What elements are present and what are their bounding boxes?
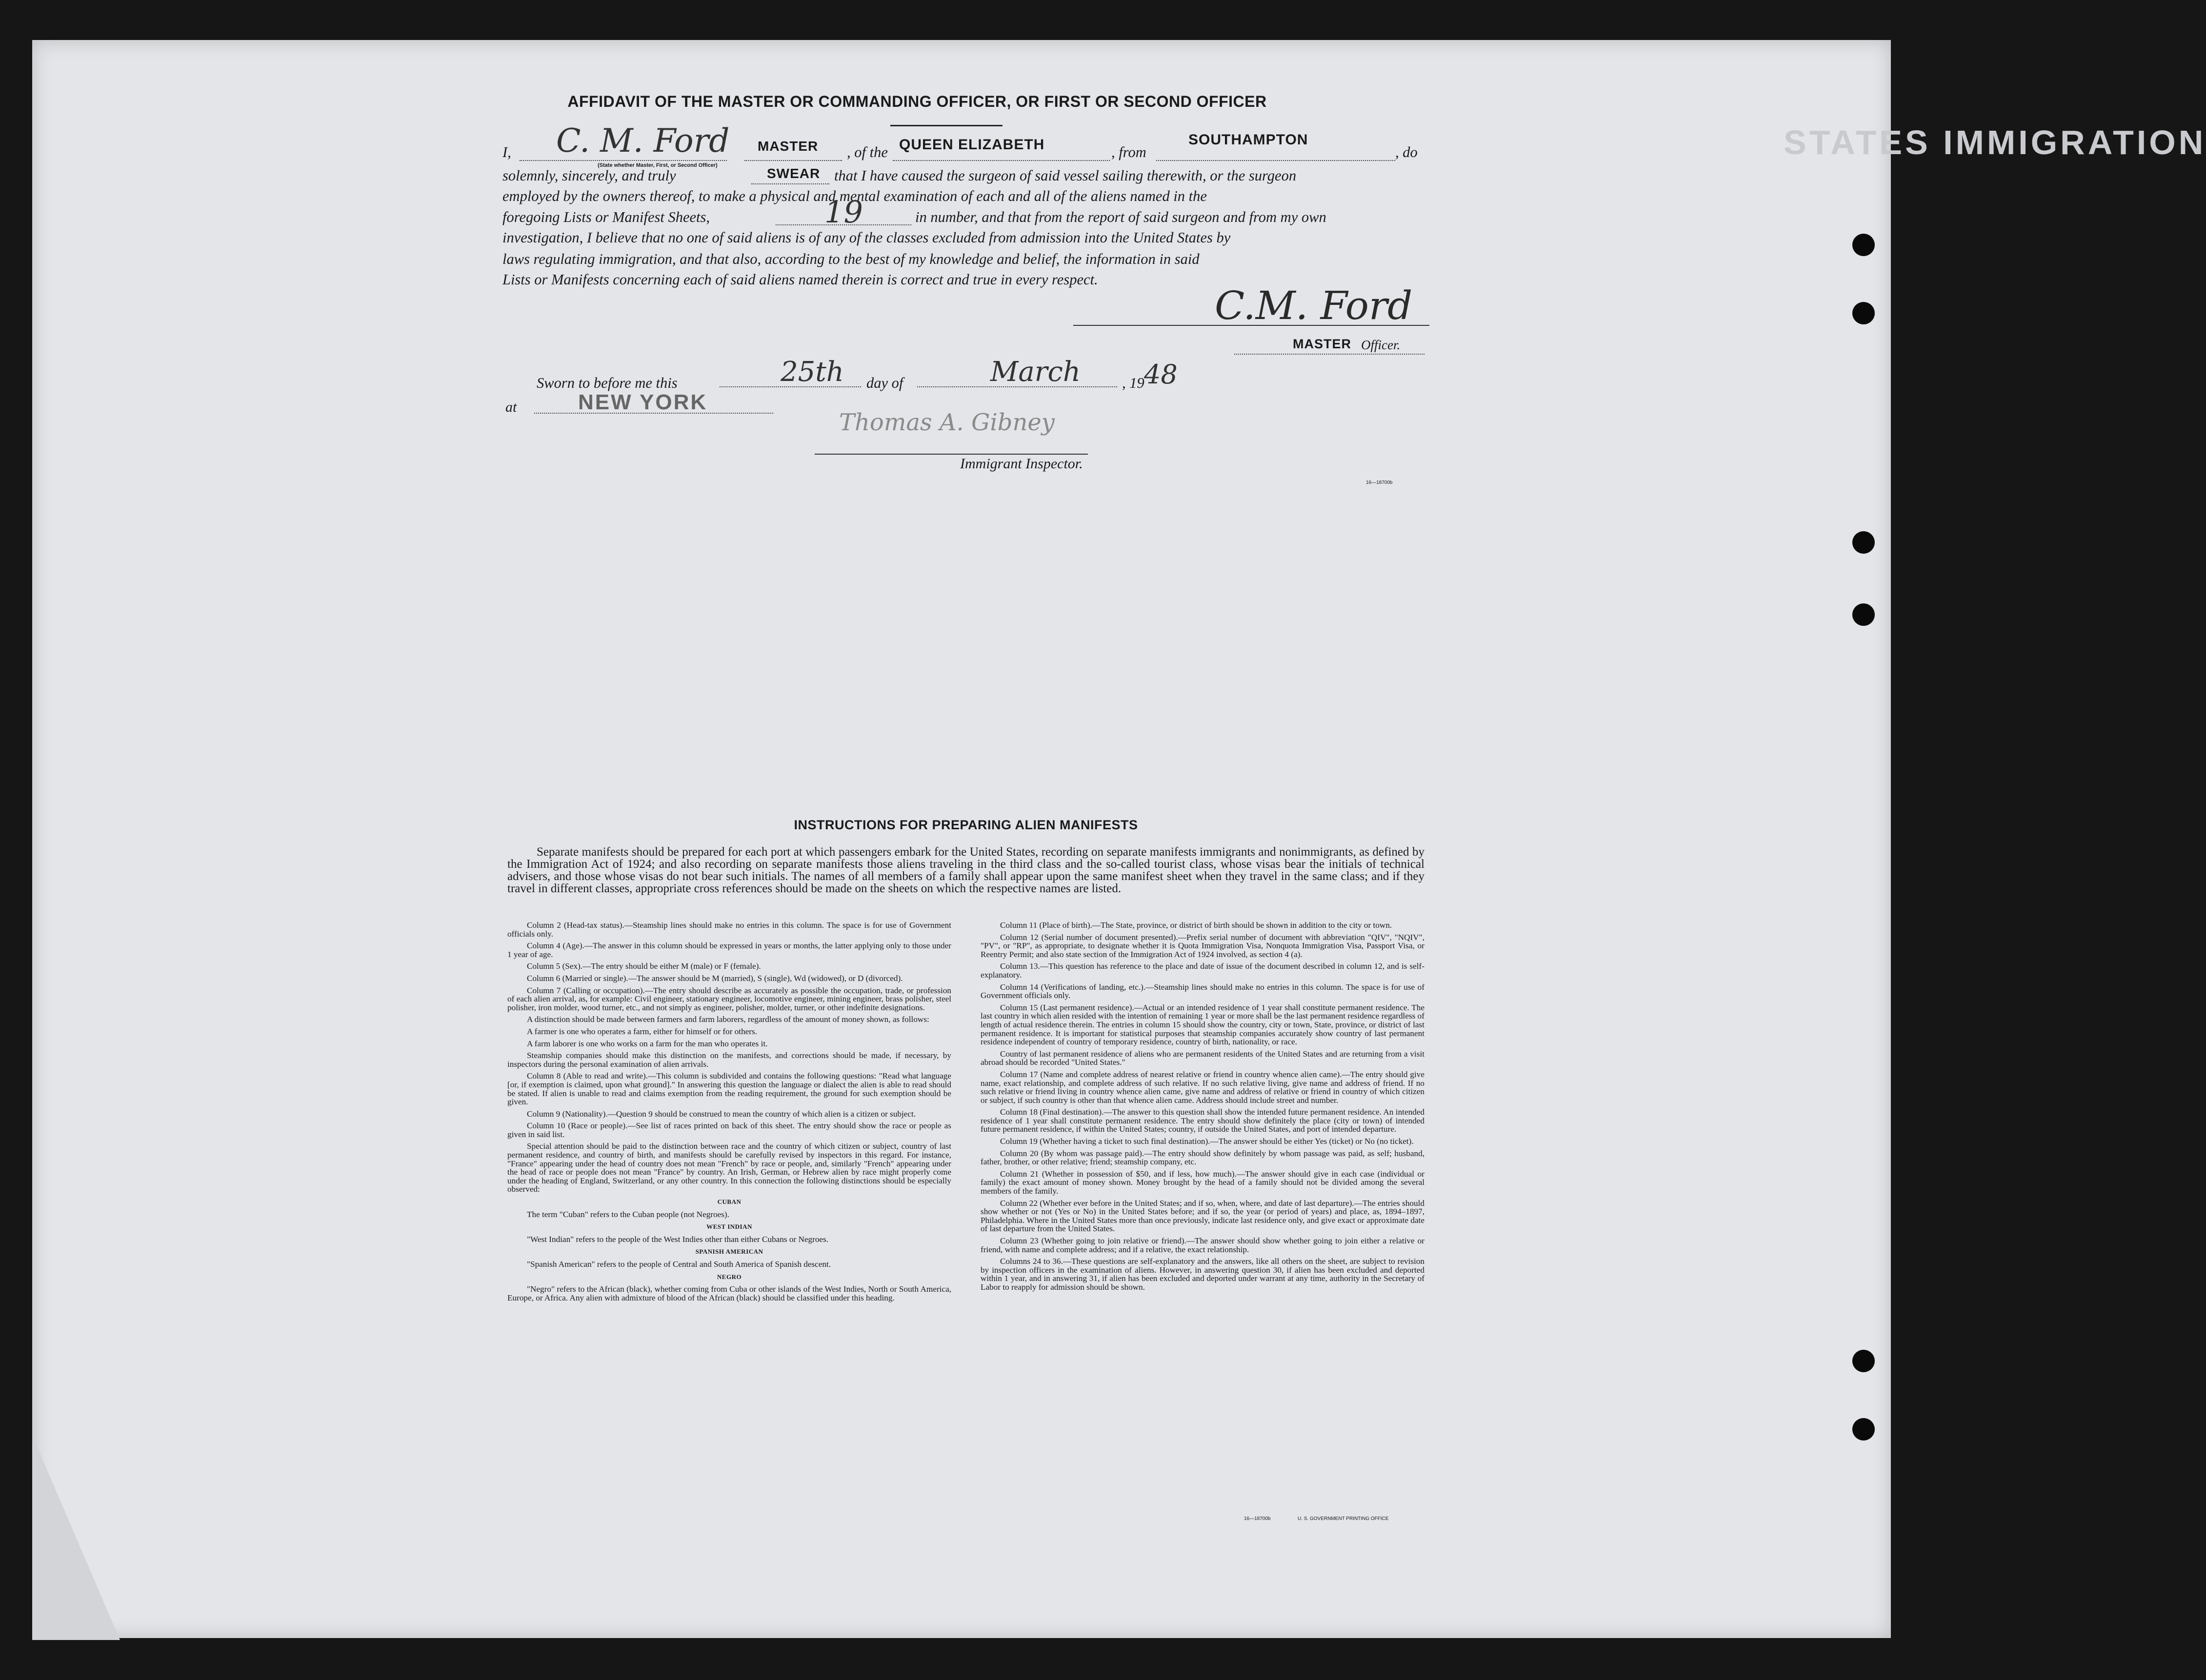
instruction-paragraph: Column 7 (Calling or occupation).—The entry should describe as accurately as possible the occupation, trade, or profession of each alien arrival, as, for example: Civil engineer, stationary engineer, locomotive engineer, mining engineer, brass polisher, steel polisher, iron molder, wood turner, etc., and not simply as engineer, polisher, molder, turner, or other indefinite designations. bbox=[507, 985, 951, 1012]
state-whether-note: (State whether Master, First, or Second Officer) bbox=[598, 162, 718, 168]
instruction-paragraph: "West Indian" refers to the people of the West Indies other than either Cubans or Negroes. bbox=[527, 1234, 829, 1244]
master-signature: C.M. Ford bbox=[1215, 283, 1413, 328]
instruction-paragraph: Steamship companies should make this distinction on the manifests, and corrections should be made, if necessary, by inspectors during the personal examination of alien arrivals. bbox=[507, 1051, 951, 1069]
instruction-paragraph: Column 23 (Whether going to join relative or friend).—The answer should show whether going to join either a relative or friend, with name and complete address; and if a relative, the exact relationship. bbox=[981, 1236, 1424, 1254]
instructions-intro: Separate manifests should be prepared for each port at which passengers embark for the United States, recording on separate manifests immigrants and nonimmigrants, as defined by the Immigration Act of 1924; and also recording on separate manifests those aliens traveling in the third class and the so-called tourist class, whose visas bear the initials of technical advisers, and those whose visas do not bear such initials. The names of all members of a family shall appear upon the same manifest sheet when they travel in the same class; and if they travel in different classes, appropriate cross references should be made on the sheets on which the respective names are listed. bbox=[507, 845, 1424, 895]
binder-hole bbox=[1852, 1350, 1875, 1372]
sworn-day-handwritten: 25th bbox=[781, 356, 844, 388]
binder-hole bbox=[1852, 603, 1875, 626]
inspector-signature-line bbox=[815, 454, 1088, 455]
instruction-paragraph: The term "Cuban" refers to the Cuban people (not Negroes). bbox=[527, 1209, 729, 1219]
instruction-paragraph: "Negro" refers to the African (black), whether coming from Cuba or other islands of the West Indies, North or South America, Europe, or Africa. Any alien with admixture of blood of the African (black) should be classified under this heading. bbox=[507, 1284, 951, 1302]
title-rule bbox=[890, 125, 1003, 126]
sworn-year-handwritten: 48 bbox=[1144, 359, 1178, 390]
folded-corner bbox=[32, 1435, 120, 1640]
instruction-paragraph: Column 5 (Sex).—The entry should be either M (male) or F (female). bbox=[527, 961, 761, 971]
instruction-paragraph: Column 14 (Verifications of landing, etc.).—Steamship lines should make no entries in this column. The space is for use of Government officials only. bbox=[981, 982, 1424, 1000]
signer-rank-stamp: MASTER bbox=[1293, 337, 1351, 351]
instruction-paragraph: Column 21 (Whether in possession of $50, and if less, how much).—The answer should give in each case (individual or family) the exact amount of money shown. Money brought by the head of a family should not be divided among the several members of the family. bbox=[981, 1169, 1424, 1196]
of-the-label: , of the bbox=[847, 144, 888, 160]
instruction-paragraph: Column 10 (Race or people).—See list of races printed on back of this sheet. The entry should show the race or people as given in said list. bbox=[507, 1121, 951, 1139]
instruction-paragraph: Country of last permanent residence of aliens who are permanent residents of the United States and are returning from a visit abroad should be recorded "United States." bbox=[981, 1049, 1424, 1067]
rank-stamp: MASTER bbox=[758, 139, 819, 154]
affidavit-form-code: 16—18700b bbox=[1366, 480, 1393, 485]
heading-west-indian: WEST INDIAN bbox=[706, 1223, 752, 1231]
instruction-paragraph: A farmer is one who operates a farm, either for himself or for others. bbox=[527, 1026, 758, 1036]
instruction-paragraph: Column 4 (Age).—The answer in this column should be expressed in years or months, the latter applying only to those under 1 year of age. bbox=[507, 941, 951, 959]
heading-cuban: CUBAN bbox=[717, 1198, 742, 1206]
do-label: , do bbox=[1395, 144, 1418, 160]
inspector-label: Immigrant Inspector. bbox=[960, 456, 1083, 472]
from-label: , from bbox=[1111, 144, 1146, 160]
master-name-handwritten: C. M. Ford bbox=[556, 122, 730, 160]
ship-name-stamp: QUEEN ELIZABETH bbox=[899, 137, 1045, 153]
count-handwritten: 19 bbox=[824, 194, 863, 230]
bleed-through-ghost-text: STATES IMMIGRATION bbox=[1784, 123, 2206, 161]
instruction-paragraph: Column 15 (Last permanent residence).—Actual or an intended residence of 1 year shall constitute permanent residence. The last country in which alien resided with the intention of remaining 1 year or more shall be the last permanent residence regardless of length of actual residence therein. The entries in column 15 should show the country, city or town, State, province, or district of last permanent residence. It is important for statistical purposes that steamship companies accurately show country of last permanent residence independent of country of temporary residence, country of birth, nationality, or race. bbox=[981, 1002, 1424, 1047]
instruction-paragraph: "Spanish American" refers to the people of Central and South America of Spanish descent. bbox=[527, 1260, 831, 1269]
oath-stamp: SWEAR bbox=[767, 166, 821, 181]
inspector-signature: Thomas A. Gibney bbox=[839, 409, 1055, 436]
binder-hole bbox=[1852, 302, 1875, 324]
instructions-title: INSTRUCTIONS FOR PREPARING ALIEN MANIFESTS bbox=[794, 818, 1138, 832]
at-label: at bbox=[505, 399, 517, 415]
instructions-footer-printer: U. S. GOVERNMENT PRINTING OFFICE bbox=[1298, 1516, 1389, 1521]
instruction-paragraph: Special attention should be paid to the distinction between race and the country of which citizen or subject, country of last permanent residence, and country of birth, and manifests should be carefully revised by inspectors in this regard. For instance, "France" appearing under the head of country does not mean "French" by race or people, and, similarly "French" appearing under the head of race or people does not mean "France" by country. An Irish, German, or Hebrew alien by race might properly come under the heading of England, Switzerland, or any other country. In this connection the following distinctions should be especially observed: bbox=[507, 1141, 951, 1194]
instruction-paragraph: A farm laborer is one who works on a farm for the man who operates it. bbox=[527, 1039, 768, 1048]
port-stamp: SOUTHAMPTON bbox=[1188, 132, 1308, 148]
instruction-paragraph: Column 18 (Final destination).—The answer to this question shall show the intended future permanent residence. An intended residence of 1 year shall constitute permanent residence. The entry should show definitely the place (city or town) of intended future permanent residence, if within the United States; country, if outside the United States, and port of intended departure. bbox=[981, 1107, 1424, 1134]
instruction-paragraph: A distinction should be made between farmers and farm laborers, regardless of the amount of money shown, as follows: bbox=[527, 1015, 929, 1024]
instruction-paragraph: Column 22 (Whether ever before in the United States; and if so, when, where, and date of last departure).—The entries should show whether or not (Yes or No) in the United States before; and if so, the year (or period of years) and place, as, 1894–1897, Philadelphia. Where in the United States more than once previously, indicate last residence only, and give exact or approximate date of last departure from the United States. bbox=[981, 1198, 1424, 1234]
instructions-left-column bbox=[507, 921, 951, 1305]
instruction-paragraph: Column 19 (Whether having a ticket to such final destination).—The answer should be either Yes (ticket) or No (no ticket). bbox=[1000, 1137, 1414, 1146]
affidavit-title: AFFIDAVIT OF THE MASTER OR COMMANDING OFFICER, OR FIRST OR SECOND OFFICER bbox=[567, 93, 1267, 110]
heading-spanish-american: SPANISH AMERICAN bbox=[695, 1248, 763, 1256]
sworn-month-handwritten: March bbox=[990, 356, 1081, 388]
binder-hole bbox=[1852, 234, 1875, 256]
binder-hole bbox=[1852, 531, 1875, 554]
instructions-right-column bbox=[981, 921, 1424, 1295]
instruction-paragraph: Column 11 (Place of birth).—The State, province, or district of birth should be shown in addition to the city or town. bbox=[1000, 920, 1392, 930]
instruction-paragraph: Column 6 (Married or single).—The answer should be M (married), S (single), Wd (widowed), or D (divorced). bbox=[527, 973, 903, 983]
instruction-paragraph: Column 9 (Nationality).—Question 9 should be construed to mean the country of which alien is a citizen or subject. bbox=[527, 1109, 916, 1119]
heading-negro: NEGRO bbox=[717, 1273, 742, 1280]
master-signature-line bbox=[1073, 325, 1429, 326]
place-stamp: NEW YORK bbox=[578, 390, 708, 414]
binder-hole bbox=[1852, 1418, 1875, 1440]
affidavit-line-6: laws regulating immigration, and that also, according to the best of my knowledge and belief, the information in said bbox=[502, 251, 1200, 267]
i-label: I, bbox=[502, 144, 511, 160]
affidavit-line-3: employed by the owners thereof, to make a physical and mental examination of each and all of the aliens named in the bbox=[502, 188, 1207, 204]
officer-label: Officer. bbox=[1361, 338, 1401, 352]
instruction-paragraph: Column 17 (Name and complete address of nearest relative or friend in country whence alien came).—The entry should give name, exact relationship, and complete address of such relative. If no such relative living, give name and address of friend. If no such relative or friend living in country whence alien came, give name and address of relative or friend in country of which citizen or subject, if such country is other than that whence alien came. Address should include street and number. bbox=[981, 1069, 1424, 1105]
instruction-paragraph: Columns 24 to 36.—These questions are self-explanatory and the answers, like all others on the sheet, are subject to revision by inspection officers in the examination of aliens. However, in answering question 30, if alien has been excluded and deported within 1 year, and in answering 31, if alien has been excluded and deported under warrant at any time, authority in the Secretary of Labor to reapply for admission should be shown. bbox=[981, 1257, 1424, 1292]
instruction-paragraph: Column 8 (Able to read and write).—This column is subdivided and contains the following questions: "Read what language [or, if exemption is claimed, upon what ground]." In answering this question the language or dialect the alien is able to read should be stated. If alien is unable to read and claims exemption from the reading requirement, the ground for such exemption should be given. bbox=[507, 1071, 951, 1107]
instruction-paragraph: Column 2 (Head-tax status).—Steamship lines should make no entries in this column. The space is for use of Government officials only. bbox=[507, 920, 951, 939]
instruction-paragraph: Column 13.—This question has reference to the place and date of issue of the document described in column 12, and is self-explanatory. bbox=[981, 961, 1424, 980]
affidavit-line-7: Lists or Manifests concerning each of said aliens named therein is correct and true in every respect. bbox=[502, 271, 1098, 288]
instructions-footer-code: 16—18700b bbox=[1244, 1516, 1271, 1521]
affidavit-line-5: investigation, I believe that no one of said aliens is of any of the classes excluded from admission into the United States by bbox=[502, 229, 1231, 246]
instruction-paragraph: Column 20 (By whom was passage paid).—The entry should show definitely by whom passage was paid, as self; husband, father, brother, or other relative; friend; steamship company, etc. bbox=[981, 1148, 1424, 1167]
instruction-paragraph: Column 12 (Serial number of document presented).—Prefix serial number of document with abbreviation "QIV", "NQIV", "PV", or "RP", as appropriate, to designate whether it is Quota Immigration Visa, Nonquota Immigration Visa, Passport Visa, or Reentry Permit; and also state section of the Immigration Act of 1924 involved, as section 4 (a). bbox=[981, 932, 1424, 959]
